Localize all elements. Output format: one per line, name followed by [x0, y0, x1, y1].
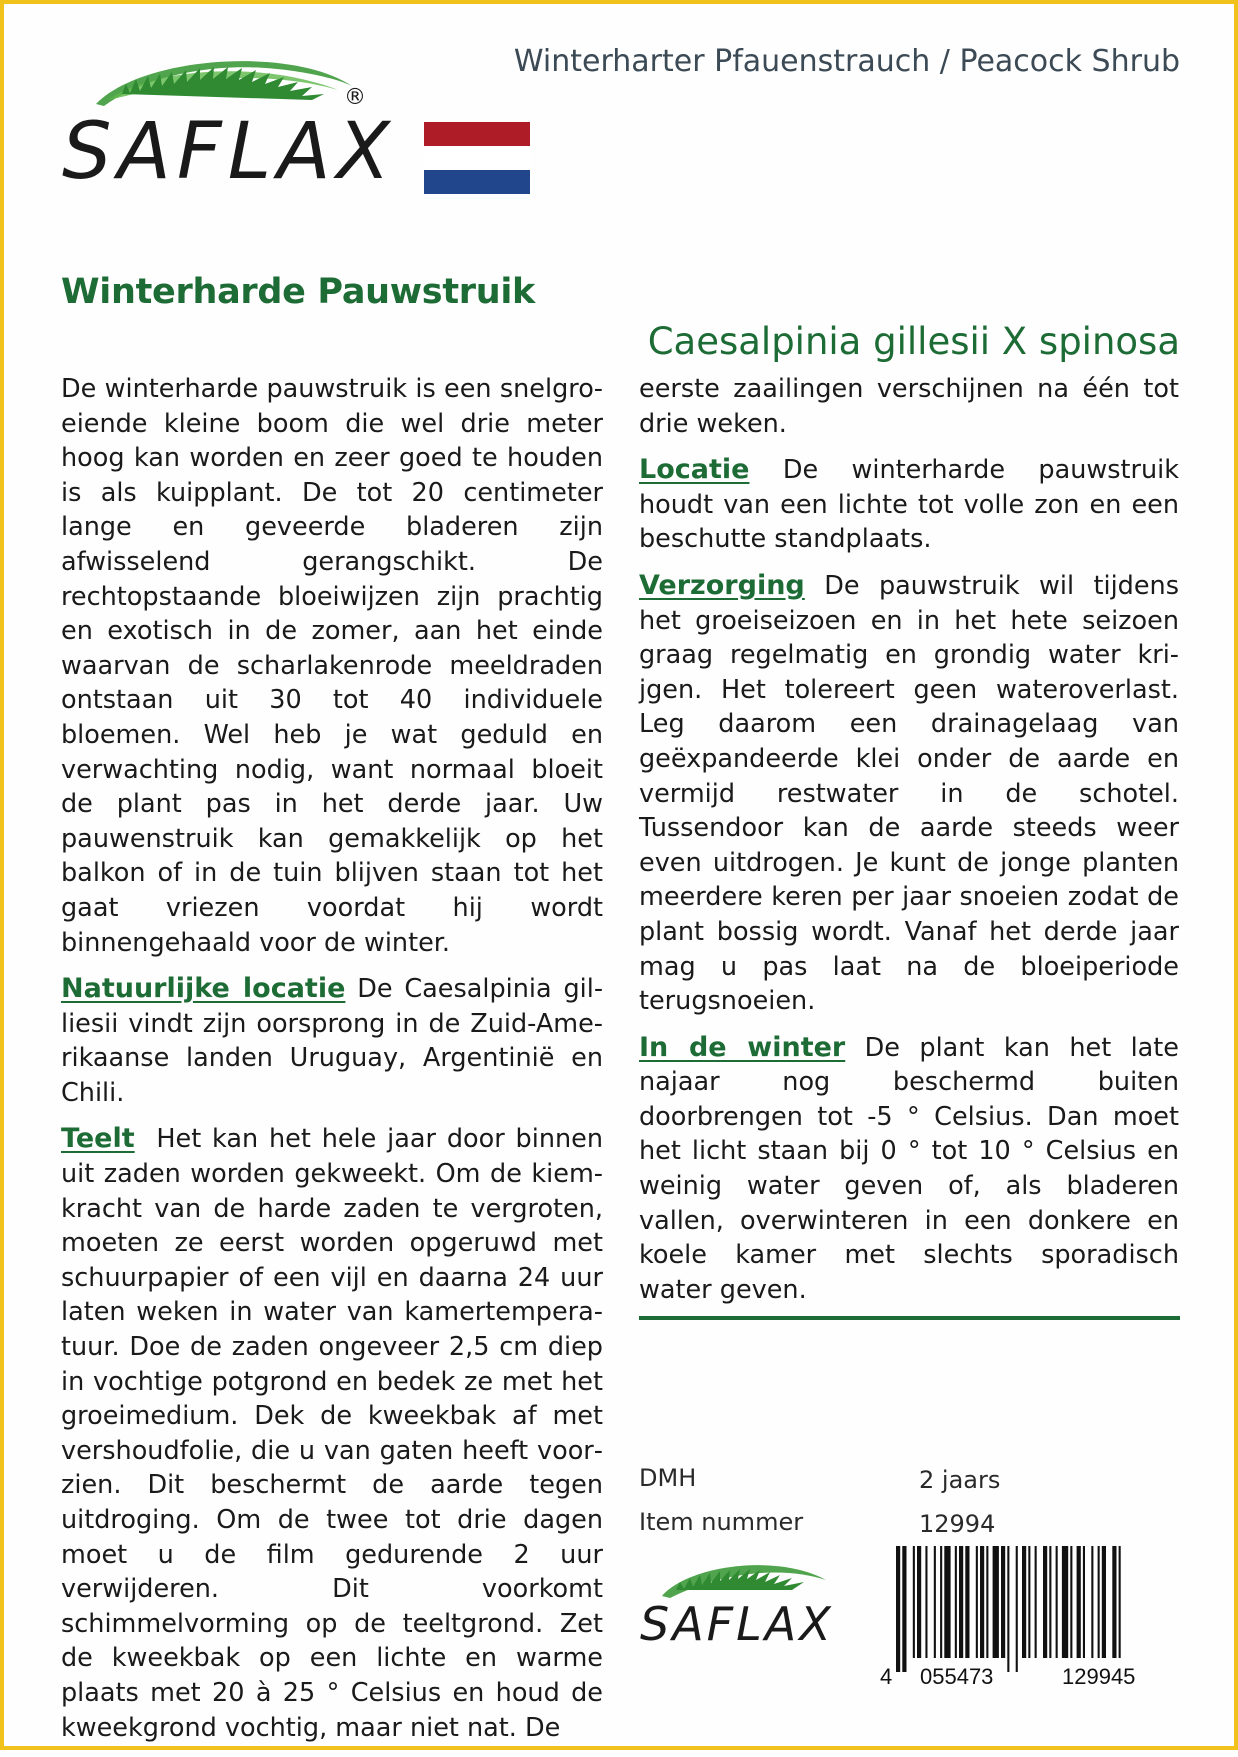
registered-mark: ® [344, 85, 366, 110]
cultivation-continuation: eerste zaailingen verschijnen na één tot drie weken. [639, 374, 1179, 439]
flag-stripe-blue [424, 170, 530, 194]
care-paragraph [639, 569, 1179, 1019]
flag-stripe-white [424, 146, 530, 170]
barcode-bar [1056, 1546, 1058, 1658]
winter-text: De plant kan het late najaar nog beschermd buiten doorbrengen tot -5 ° Celsius. Dan moet het licht staan bij 0 ° tot 10 ° Celsius en weinig water geven of, als bladeren vallen, overwinteren in een donkere en koele kamer met slechts sporadisch water geven. [639, 1032, 1179, 1305]
barcode-bar [980, 1546, 984, 1658]
barcode-bar [1083, 1546, 1085, 1658]
barcode-bar [1077, 1546, 1081, 1658]
barcode-bar [1007, 1546, 1009, 1672]
barcode-bar [1028, 1546, 1030, 1658]
page-title: Winterharde Pauwstruik [61, 272, 536, 312]
barcode-bar [934, 1546, 936, 1658]
dmh-label: DMH [639, 1464, 697, 1492]
barcode-bar [959, 1546, 963, 1658]
barcode-bar [955, 1546, 957, 1658]
care-text: De pauwstruik wil tijdens het groeiseizoen en in het hete seizoen graag regelmatig en grondig water krijgen. Het tolereert geen wateroverlast. Leg daarom een drainagelaag van geëxpandeerde klei onder de aarde en vermijd restwater in de schotel. Tussendoor kan de aarde steeds weer even uitdrogen. Je kunt de jonge planten meerdere keren per jaar snoeien zodat de plant bossig wordt. Vanaf het derde jaar mag u pas laat na de bloeiperiode terugsnoeien. [639, 570, 1179, 1017]
logo-wordmark: SAFLAX [62, 107, 396, 197]
left-column [61, 372, 603, 1757]
flag-stripe-red [424, 122, 530, 146]
saflax-logo-small [640, 1548, 854, 1658]
barcode-bar [1070, 1546, 1072, 1658]
winter-paragraph [639, 1031, 1179, 1308]
barcode-bar [1035, 1546, 1037, 1658]
cultivation-heading: Teelt [61, 1123, 135, 1155]
barcode-bar [1119, 1546, 1121, 1658]
barcode-bar [940, 1546, 942, 1658]
intro-paragraph: De winterharde pauwstruik is een snelgroeiende kleine boom die wel drie meter hoog kan worden en zeer goed te houden is als kuipplant. De tot 20 centimeter lange en geveerde bladeren zijn afwisselend gerangschikt. De rechtopstaande bloeiwijzen zijn prachtig en exotisch in de zomer, aan het einde waarvan de scharlakenrode meeldraden ontstaan uit 30 tot 40 individuele bloemen. Wel heb je wat geduld en verwachting nodig, want normaal bloeit de plant pas in het derde jaar. Uw pauwenstruik kan gemakkelijk op het balkon of in de tuin blijven staan tot het gaat vriezen voordat hij wordt binnengehaald voor de winter. [61, 374, 603, 958]
barcode-bar [896, 1546, 900, 1672]
dmh-value: 2 jaars [919, 1466, 1001, 1494]
location-text: De winterharde pauwstruik houdt van een lichte tot volle zon en een beschutte standplaats. [639, 455, 1180, 555]
barcode-bar [1016, 1546, 1018, 1672]
barcode-bar [1102, 1546, 1106, 1658]
barcode-bar [913, 1546, 915, 1658]
barcode-bar [976, 1546, 978, 1658]
barcode-bar [917, 1546, 921, 1658]
item-number-label: Item nummer [639, 1508, 804, 1536]
barcode-bar [1022, 1546, 1026, 1658]
barcode-bar [944, 1546, 950, 1658]
barcode-bar [925, 1546, 927, 1658]
barcode-right-digits: 129945 [1062, 1664, 1136, 1688]
saflax-logo [62, 46, 422, 206]
barcode-bar [1098, 1546, 1100, 1658]
latin-name: Caesalpinia gillesii X spinosa [647, 320, 1180, 363]
grass-swoosh-icon [96, 61, 352, 106]
winter-heading: In de winter [639, 1031, 846, 1063]
item-number-value: 12994 [919, 1510, 996, 1538]
barcode-bar [1062, 1546, 1068, 1658]
barcode-bar [1091, 1546, 1093, 1658]
care-heading: Verzorging [639, 569, 805, 601]
location-paragraph [639, 453, 1179, 557]
grass-swoosh-icon [662, 1565, 826, 1598]
barcode-bar [986, 1546, 988, 1658]
barcode-first-digit: 4 [880, 1664, 893, 1688]
barcode-bar [993, 1546, 999, 1658]
barcode-bar [1043, 1546, 1047, 1658]
barcode-bar [1112, 1546, 1116, 1658]
netherlands-flag-icon [424, 122, 530, 194]
barcode-bar [1001, 1546, 1005, 1658]
natural-location-text: De Caesalpinia gilliesii vindt zijn oorsprong in de Zuid-Amerikaanse landen Uruguay, Argentinië en Chili. [61, 974, 604, 1108]
barcode-bar [965, 1546, 969, 1658]
barcode [880, 1546, 1180, 1688]
cultivation-paragraph [61, 1122, 603, 1745]
section-divider [639, 1316, 1180, 1320]
right-column [639, 372, 1179, 1319]
natural-location-paragraph [61, 972, 603, 1110]
natural-location-heading: Natuurlijke locatie [61, 973, 346, 1005]
barcode-bar [902, 1546, 906, 1672]
barcode-bars [896, 1546, 1121, 1672]
location-heading: Locatie [639, 454, 750, 486]
cultivation-text: Het kan het hele jaar door binnen uit zaden worden gekweekt. Om de kiemkracht van de harde zaden te vergroten, moeten ze eerst worden opgeruwd met schuurpapier of een vijl en daarna 24 uur laten weken in water van kamertemperatuur. Doe de zaden ongeveer 2,5 cm diep in vochtige potgrond en bedek ze met het groeimedium. Dek de kweekbak af met vershoudfolie, die u van gaten heeft voorzien. Dit beschermt de aarde tegen uitdroging. Om de twee tot drie dagen moet u de film gedurende 2 uur verwijderen. Dit voorkomt schimmelvorming op de teeltgrond. Zet de kweekbak op een lichte en warme plaats met 20 à 25 ° Celsius en houd de kweekgrond vochtig, maar niet nat. De [61, 1124, 603, 1743]
barcode-bar [1049, 1546, 1051, 1658]
logo-small-wordmark: SAFLAX [640, 1597, 834, 1651]
barcode-left-digits: 055473 [920, 1664, 994, 1688]
product-line-title: Winterharter Pfauenstrauch / Peacock Shrub [513, 44, 1180, 79]
